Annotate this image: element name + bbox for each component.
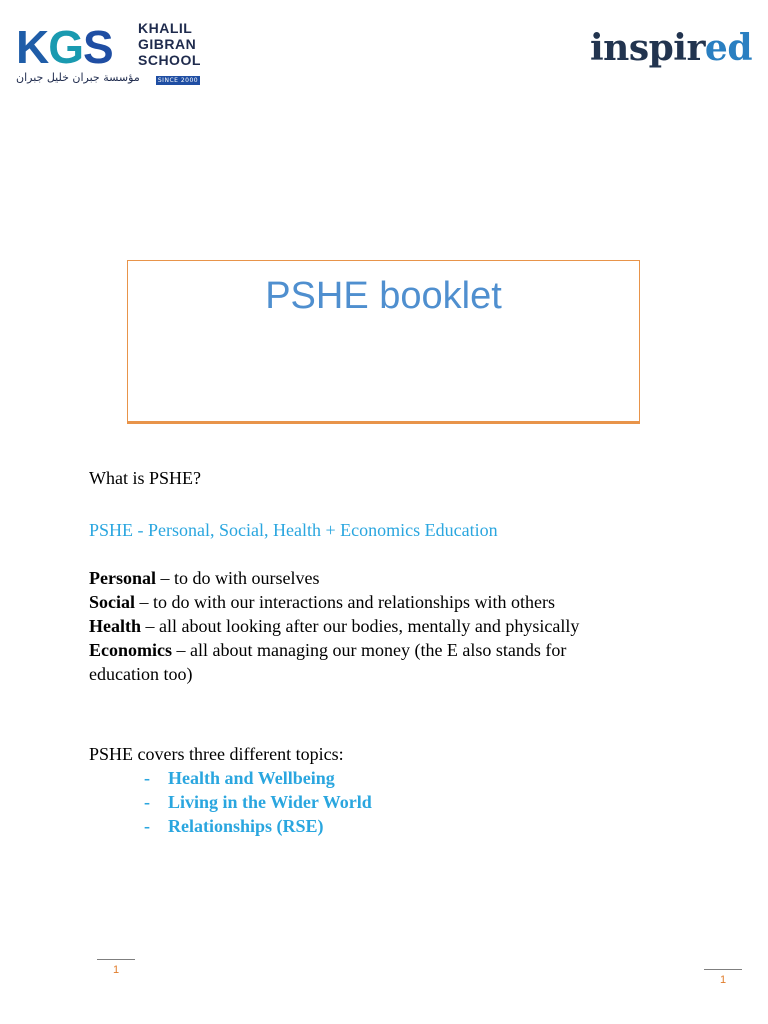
- kgs-letter-k: K: [16, 21, 49, 73]
- term-continuation: education too): [89, 664, 193, 684]
- term-definitions: [89, 566, 579, 686]
- term-row-personal: [89, 566, 579, 590]
- list-dash: -: [144, 768, 150, 788]
- kgs-arabic-name: مؤسسة جبران خليل جبران: [16, 71, 140, 84]
- title-box: [127, 260, 640, 422]
- topic-item: [144, 766, 372, 790]
- term-row-health: [89, 614, 579, 638]
- page-number-left: 1: [113, 964, 120, 976]
- section-question: What is PSHE?: [89, 468, 201, 488]
- inspired-logo-accent: ed: [704, 27, 752, 69]
- term-label: Economics: [89, 640, 172, 660]
- term-label: Personal: [89, 568, 156, 588]
- kgs-name-line-2: GIBRAN: [138, 36, 197, 52]
- kgs-letter-s: S: [83, 21, 113, 73]
- term-label: Social: [89, 592, 136, 612]
- term-description: – all about looking after our bodies, mentally and physically: [141, 616, 580, 636]
- list-dash: -: [144, 816, 150, 836]
- term-description: – to do with our interactions and relationships with others: [135, 592, 555, 612]
- kgs-logo-letters: [16, 21, 113, 73]
- term-description: – to do with ourselves: [156, 568, 320, 588]
- topic-label: Relationships (RSE): [168, 816, 324, 836]
- kgs-name-line-3: SCHOOL: [138, 52, 201, 68]
- kgs-letter-g: G: [48, 21, 84, 73]
- topic-label: Living in the Wider World: [168, 792, 372, 812]
- page-number-right: 1: [720, 974, 727, 986]
- pshe-definition: PSHE - Personal, Social, Health + Economics Education: [89, 520, 498, 540]
- topics-list: [144, 766, 372, 838]
- inspired-logo-main: inspir: [589, 27, 705, 69]
- footer-separator-right: [704, 969, 742, 970]
- topic-item: [144, 814, 372, 838]
- footer-separator-left: [97, 959, 135, 960]
- term-row-social: [89, 590, 579, 614]
- kgs-school-name: [138, 20, 201, 68]
- topic-label: Health and Wellbeing: [168, 768, 335, 788]
- kgs-name-line-1: KHALIL: [138, 20, 193, 36]
- term-row-economics: [89, 638, 579, 662]
- term-description: – all about managing our money (the E also stands for: [172, 640, 567, 660]
- list-dash: -: [144, 792, 150, 812]
- term-label: Health: [89, 616, 141, 636]
- inspired-logo: [590, 26, 752, 70]
- topic-item: [144, 790, 372, 814]
- topics-heading: PSHE covers three different topics:: [89, 744, 344, 764]
- kgs-school-logo: [16, 20, 206, 90]
- kgs-since-badge: SINCE 2000: [157, 77, 199, 84]
- document-title: PSHE booklet: [265, 275, 502, 317]
